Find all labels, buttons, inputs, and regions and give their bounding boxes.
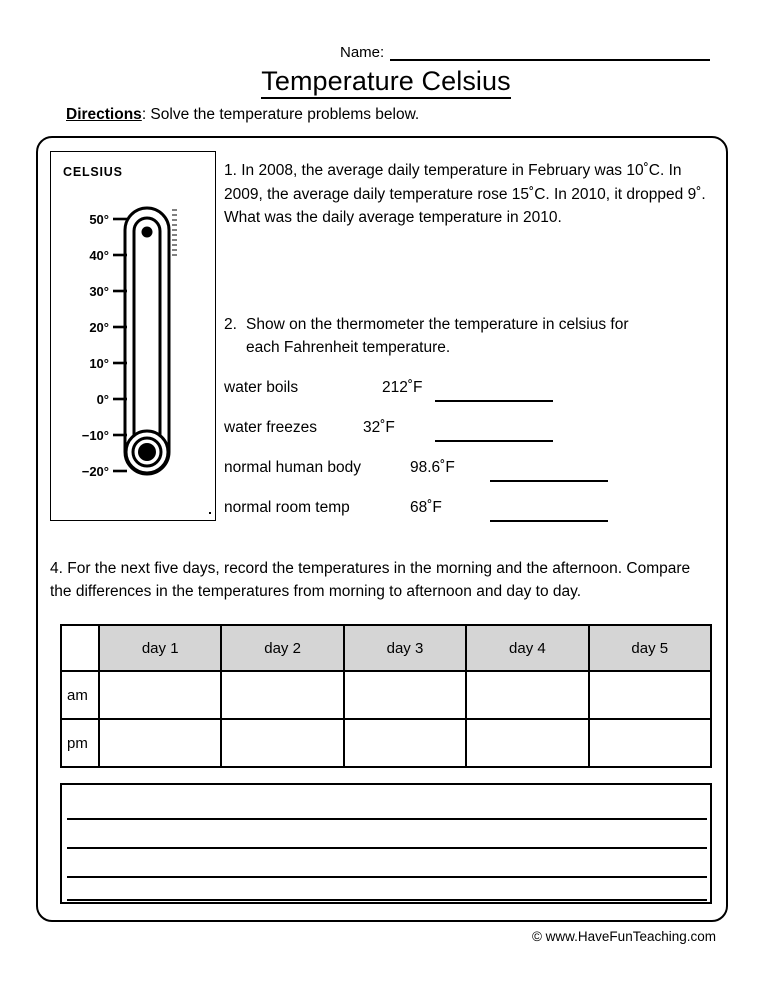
directions-label: Directions [66,106,142,123]
directions [66,105,419,124]
question-2 [224,313,694,359]
temperature-item-name: water boils [224,379,299,396]
table-cell[interactable] [589,671,711,719]
table-row-label: am [61,671,99,719]
table-cell[interactable] [221,671,343,719]
temperature-item-value: 32˚F [363,419,395,436]
table-row [61,671,711,719]
name-input-blank[interactable] [390,44,710,61]
question-2-line1: Show on the thermometer the temperature in celsius for [246,316,629,333]
list-item [224,498,724,538]
temperature-item-value: 212˚F [382,379,423,396]
temperature-item-name: normal human body [224,459,361,476]
name-label: Name: [340,44,385,61]
writing-line[interactable] [67,847,707,849]
table-row [61,719,711,767]
temperature-answer-blank[interactable] [435,400,553,402]
thermometer-scale-label: 20° [89,320,109,335]
directions-text: : Solve the temperature problems below. [141,106,420,123]
table-cell[interactable] [466,671,588,719]
list-item [224,418,724,458]
question-2-number: 2. [224,316,237,333]
temperature-conversion-list [224,378,724,538]
thermometer-scale-label: 0° [96,392,109,407]
temperature-item-value: 68˚F [410,499,442,516]
answer-writing-box[interactable] [60,783,712,904]
temperature-answer-blank[interactable] [490,480,608,482]
thermometer-scale-label: 30° [89,284,109,299]
list-item [224,378,724,418]
thermometer-scale-label: 10° [89,356,109,371]
page-title-text: Temperature Celsius [261,66,511,99]
table-cell[interactable] [99,671,221,719]
table-corner-cell [61,625,99,671]
table-column-header: day 1 [99,625,221,671]
thermometer-scale-label: 50° [89,212,109,227]
temperature-item-value: 98.6˚F [410,459,455,476]
temperature-item-name: normal room temp [224,499,350,516]
name-field-row [340,44,710,61]
table-row-label: pm [61,719,99,767]
table-cell[interactable] [344,671,466,719]
temperature-item-name: water freezes [224,419,318,436]
thermometer-caption: CELSIUS [63,165,123,179]
footer-credit: © www.HaveFunTeaching.com [531,929,716,944]
table-cell[interactable] [344,719,466,767]
table-column-header: day 4 [466,625,588,671]
question-1: 1. In 2008, the average daily temperature in February was 10˚C. In 2009, the average daily temperature rose 15˚C. In 2010, it dropped 9˚. What was the daily average temperature in 2010. [224,162,706,226]
page-title [0,65,772,97]
thermometer-icon [51,152,217,522]
table-header-row [61,625,711,671]
writing-line[interactable] [67,899,707,901]
thermometer-scale-label: −20° [81,464,109,479]
temperature-record-table [60,624,712,768]
temperature-answer-blank[interactable] [435,440,553,442]
temperature-answer-blank[interactable] [490,520,608,522]
thermometer-scale-label: −10° [81,428,109,443]
table-cell[interactable] [221,719,343,767]
writing-line[interactable] [67,818,707,820]
table-cell[interactable] [99,719,221,767]
table-cell[interactable] [589,719,711,767]
thermometer-panel [50,151,216,521]
thermometer-scale-label: 40° [89,248,109,263]
table-column-header: day 2 [221,625,343,671]
table-cell[interactable] [466,719,588,767]
table-column-header: day 3 [344,625,466,671]
writing-line[interactable] [67,876,707,878]
stray-dot-mark [209,512,212,515]
question-4: 4. For the next five days, record the temperatures in the morning and the afternoon. Compare the differences in the temperatures from morning to afternoon and day to day. [50,560,691,600]
question-2-line2: each Fahrenheit temperature. [246,339,451,356]
list-item [224,458,724,498]
table-column-header: day 5 [589,625,711,671]
